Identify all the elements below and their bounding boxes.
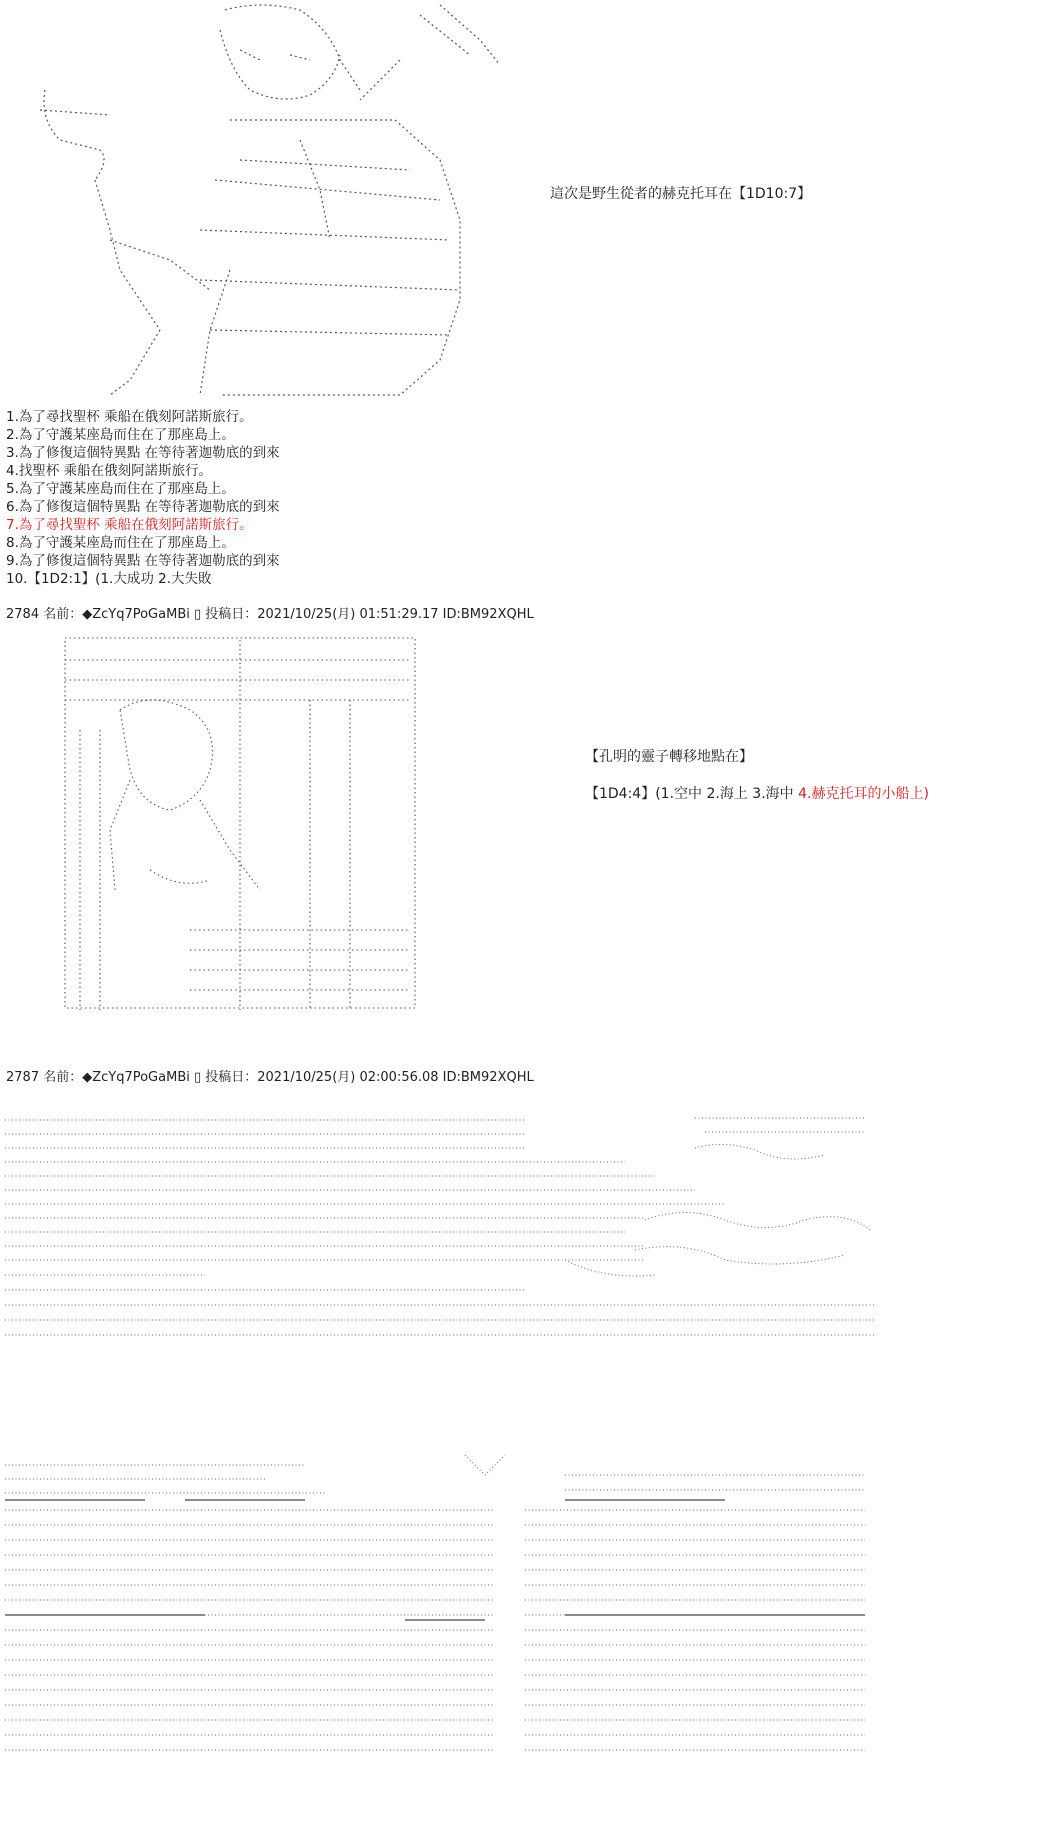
- ascii-art-seascape-lower-drawing: [5, 1455, 875, 1765]
- choice-item: 4.找聖杯 乘船在俄刻阿諾斯旅行。: [6, 463, 213, 479]
- teleport-roll-options: 【1D4:4】(1.空中 2.海上 3.海中: [585, 786, 799, 802]
- ascii-art-seascape-lower: [5, 1455, 875, 1765]
- choice-list: [6, 408, 280, 588]
- ascii-art-hector: [0, 0, 500, 405]
- choice-item: 1.為了尋找聖杯 乘船在俄刻阿諾斯旅行。: [6, 409, 253, 425]
- choice-item: 8.為了守護某座島而住在了那座島上。: [6, 535, 235, 551]
- post-header-2787: 2787 名前：◆ZcYq7PoGaMBi ▯ 投稿日：2021/10/25(月) 02:00:56.08 ID:BM92XQHL: [6, 1070, 534, 1085]
- teleport-roll-result: 4.赫克托耳的小船上): [798, 786, 929, 802]
- teleport-location-title: 【孔明的靈子轉移地點在】: [585, 749, 753, 765]
- choice-item: 6.為了修復這個特異點 在等待著迦勒底的到來: [6, 499, 280, 515]
- ascii-art-seascape-upper-drawing: [5, 1110, 875, 1410]
- hector-caption: 這次是野生從者的赫克托耳在【1D10:7】: [550, 186, 812, 202]
- ascii-art-kongming: [60, 630, 420, 1015]
- choice-item: 9.為了修復這個特異點 在等待著迦勒底的到來: [6, 553, 280, 569]
- choice-item: 3.為了修復這個特異點 在等待著迦勒底的到來: [6, 445, 280, 461]
- post-header-2784: 2784 名前：◆ZcYq7PoGaMBi ▯ 投稿日：2021/10/25(月) 01:51:29.17 ID:BM92XQHL: [6, 607, 534, 622]
- ascii-art-seascape-upper: [5, 1110, 875, 1410]
- ascii-art-hector-drawing: [0, 0, 500, 405]
- choice-item: 2.為了守護某座島而住在了那座島上。: [6, 427, 235, 443]
- choice-item: 5.為了守護某座島而住在了那座島上。: [6, 481, 235, 497]
- ascii-art-kongming-drawing: [60, 630, 420, 1015]
- choice-item: 10.【1D2:1】(1.大成功 2.大失敗: [6, 571, 212, 587]
- teleport-roll-line: [585, 783, 929, 803]
- choice-item-highlighted: 7.為了尋找聖杯 乘船在俄刻阿諾斯旅行。: [6, 517, 253, 533]
